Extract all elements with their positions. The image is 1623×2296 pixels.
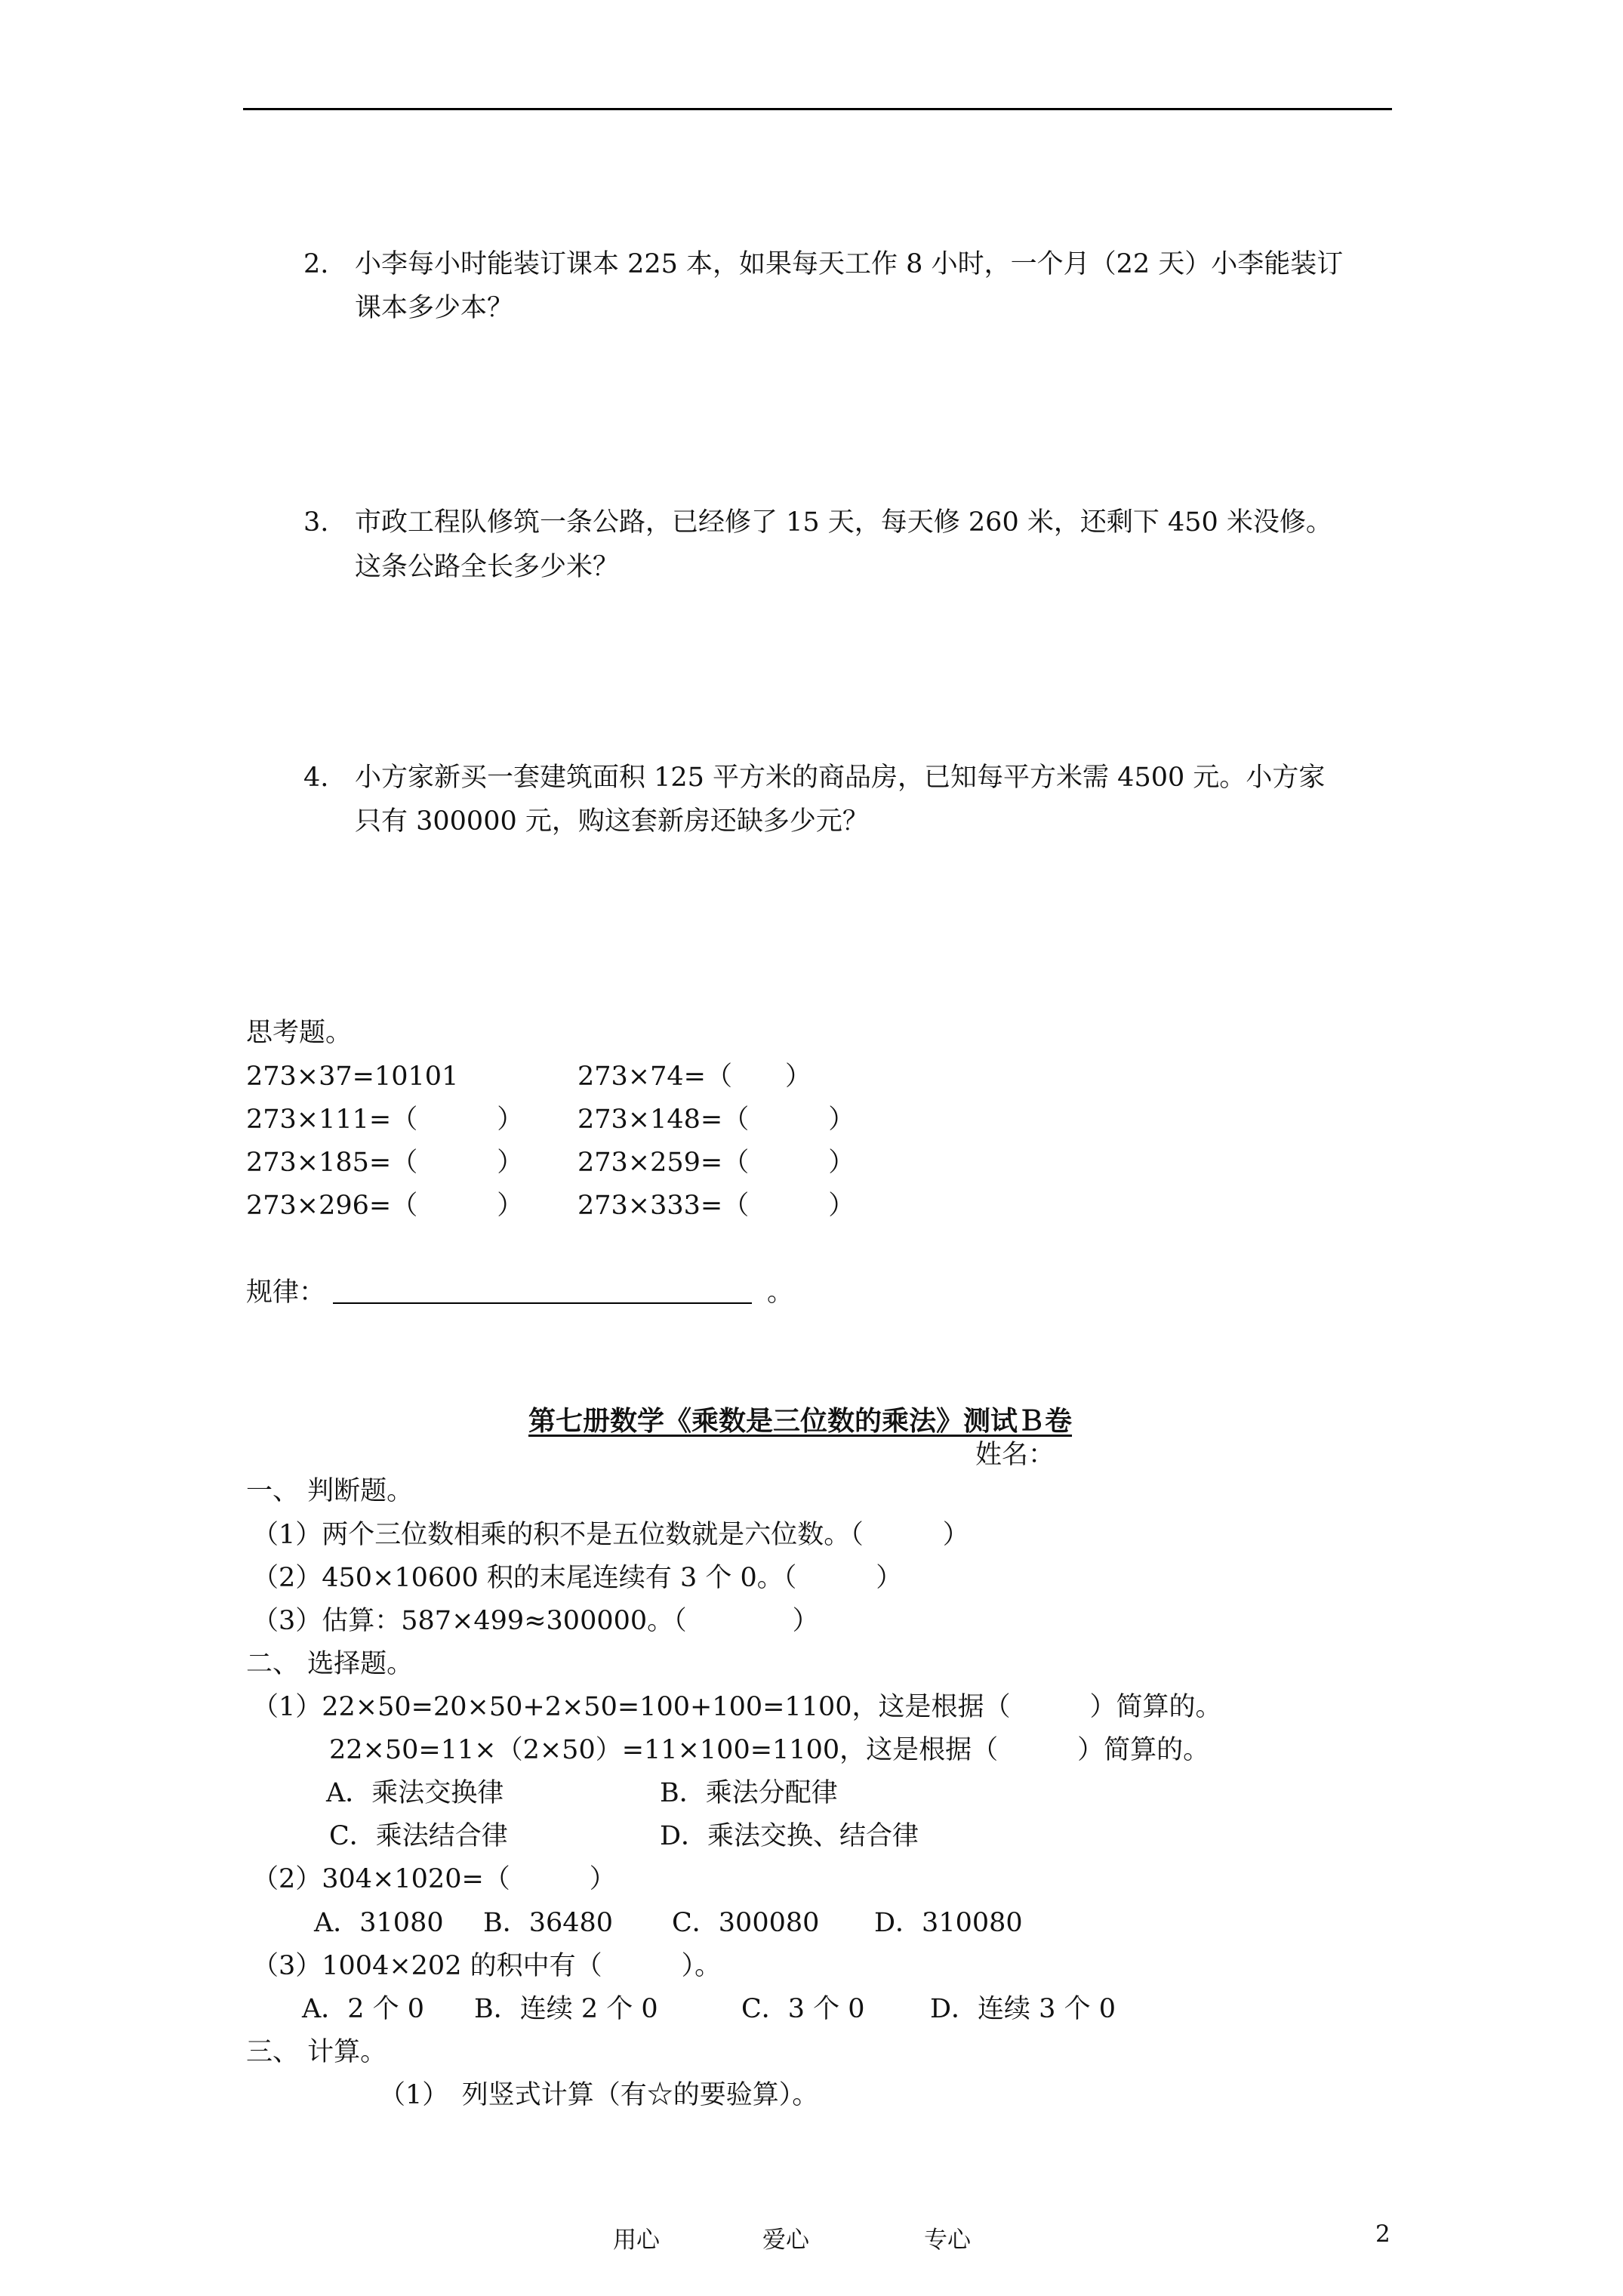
choice-3-option-b: B．连续 2 个 0 [474,1994,658,2024]
pattern-answer-blank[interactable] [333,1280,752,1304]
problem-2-number: 2. [303,249,329,279]
thinking-row-1-left: 273×37=10101 [246,1062,459,1092]
thinking-row-4-right: 273×333=（ ） [577,1191,855,1221]
choice-2-option-a: A．31080 [314,1908,444,1938]
footer-item-1: 用心 [613,2227,660,2254]
choice-2-question: （2）304×1020=（ ） [252,1864,616,1894]
footer-item-2: 爱心 [762,2227,809,2254]
judge-item-3: （3）估算：587×499≈300000。（ ） [252,1606,819,1636]
problem-3-number: 3. [303,507,329,538]
problem-4-line1: 小方家新买一套建筑面积 125 平方米的商品房，已知每平方米需 4500 元。小方家 [355,763,1326,793]
thinking-heading: 思考题。 [246,1018,353,1048]
choice-2-option-b: B．36480 [483,1908,614,1938]
choice-3-option-a: A．2 个 0 [302,1994,425,2024]
choice-1-option-c: C．乘法结合律 [329,1821,508,1851]
judge-item-2: （2）450×10600 积的末尾连续有 3 个 0。（ ） [252,1563,903,1593]
thinking-row-1-right: 273×74=（ ） [577,1062,812,1092]
footer-item-3: 专心 [924,2227,971,2254]
judge-item-1: （1）两个三位数相乘的积不是五位数就是六位数。（ ） [252,1520,969,1550]
pattern-end: 。 [767,1277,794,1308]
pattern-line [246,1277,793,1308]
problem-2-line2: 课本多少本？ [355,293,514,323]
choice-1-option-d: D．乘法交换、结合律 [660,1821,919,1851]
choice-1-option-b: B．乘法分配律 [660,1778,838,1808]
choice-3-question: （3）1004×202 的积中有（ ）。 [252,1951,722,1981]
section-1-heading: 一、 判断题。 [246,1476,414,1506]
choice-1-line1: （1）22×50=20×50+2×50=100+100=1100，这是根据（ ）简算的。 [252,1692,1222,1722]
choice-3-option-c: C．3 个 0 [741,1994,865,2024]
test-title: 第七册数学《乘数是三位数的乘法》测试Ｂ卷 [528,1405,1073,1437]
page-number: 2 [1375,2220,1390,2248]
problem-2-line1: 小李每小时能装订课本 225 本，如果每天工作 8 小时，一个月（22 天）小李能装订 [355,249,1344,279]
thinking-row-4-left: 273×296=（ ） [246,1191,524,1221]
choice-1-line2: 22×50=11×（2×50）=11×100=1100，这是根据（ ）简算的。 [329,1735,1210,1765]
header-rule [243,108,1392,110]
name-label: 姓名： [975,1440,1055,1470]
choice-3-option-d: D．连续 3 个 0 [930,1994,1116,2024]
thinking-row-2-right: 273×148=（ ） [577,1105,855,1135]
choice-2-option-c: C．300080 [672,1908,820,1938]
choice-2-option-d: D．310080 [874,1908,1023,1938]
choice-1-option-a: A．乘法交换律 [326,1778,504,1808]
calc-item-1: （1） 列竖式计算（有☆的要验算）。 [379,2080,819,2110]
problem-3-line1: 市政工程队修筑一条公路，已经修了 15 天，每天修 260 米，还剩下 450 米没修。 [355,507,1332,538]
section-3-heading: 三、 计算。 [246,2037,387,2067]
section-2-heading: 二、 选择题。 [246,1649,414,1679]
thinking-row-3-right: 273×259=（ ） [577,1148,855,1178]
problem-4-number: 4. [303,763,329,793]
problem-3-line2: 这条公路全长多少米？ [355,552,620,582]
thinking-row-3-left: 273×185=（ ） [246,1148,524,1178]
pattern-label: 规律： [246,1277,326,1308]
problem-4-line2: 只有 300000 元，购这套新房还缺多少元？ [355,806,869,837]
thinking-row-2-left: 273×111=（ ） [246,1105,524,1135]
